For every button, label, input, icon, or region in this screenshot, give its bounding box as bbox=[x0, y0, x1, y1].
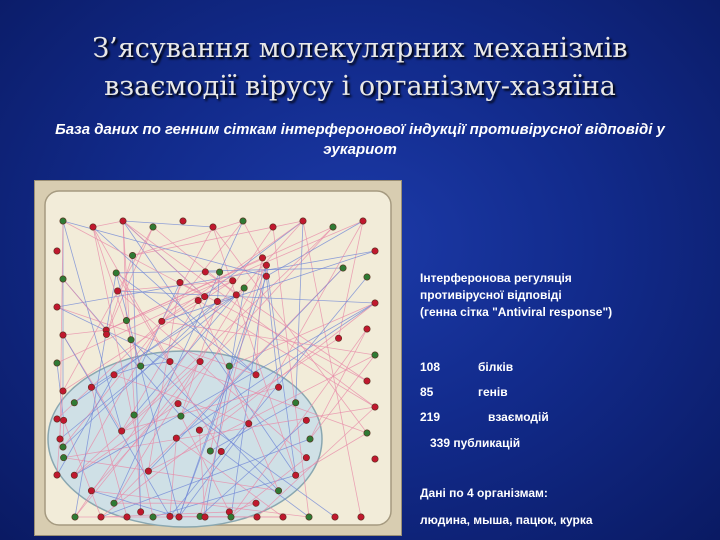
network-node bbox=[364, 430, 370, 436]
network-node bbox=[54, 472, 60, 478]
network-node bbox=[88, 488, 94, 494]
stat-genes-value: 85 bbox=[420, 385, 434, 399]
network-node bbox=[60, 332, 66, 338]
network-node bbox=[128, 337, 134, 343]
network-node bbox=[54, 304, 60, 310]
network-node bbox=[71, 400, 77, 406]
network-node bbox=[137, 363, 143, 369]
network-node bbox=[195, 297, 201, 303]
stat-genes bbox=[420, 385, 508, 399]
network-node bbox=[253, 500, 259, 506]
network-info-panel bbox=[420, 270, 690, 527]
network-node bbox=[54, 416, 60, 422]
network-node bbox=[111, 372, 117, 378]
network-node bbox=[372, 404, 378, 410]
network-node bbox=[150, 224, 156, 230]
slide-title-line2: взаємодії вірусу і організму-хазяїна bbox=[104, 71, 616, 102]
network-node bbox=[120, 218, 126, 224]
network-node bbox=[253, 372, 259, 378]
stat-proteins-label: білків bbox=[478, 360, 514, 374]
network-node bbox=[246, 420, 252, 426]
network-node bbox=[372, 300, 378, 306]
network-node bbox=[259, 255, 265, 261]
slide-title-line1: З’ясування молекулярних механізмів bbox=[92, 33, 628, 64]
organisms-list: людина, мыша, пацюк, курка bbox=[420, 513, 593, 527]
network-node bbox=[60, 417, 66, 423]
network-node bbox=[176, 514, 182, 520]
network-node bbox=[263, 262, 269, 268]
network-node bbox=[113, 270, 119, 276]
network-node bbox=[129, 252, 135, 258]
network-node bbox=[167, 513, 173, 519]
network-node bbox=[71, 472, 77, 478]
network-node bbox=[177, 279, 183, 285]
network-node bbox=[173, 435, 179, 441]
network-node bbox=[275, 488, 281, 494]
stat-interactions bbox=[420, 410, 549, 424]
stat-proteins-value: 108 bbox=[420, 360, 441, 374]
network-node bbox=[364, 326, 370, 332]
stat-genes-label: генів bbox=[478, 385, 508, 399]
stat-proteins bbox=[420, 360, 513, 374]
network-node bbox=[60, 276, 66, 282]
network-node bbox=[145, 468, 151, 474]
slide-subtitle: База даних по генним сіткам інтерферонової індукції противірусної відповіді у эукариот bbox=[55, 121, 665, 158]
stat-interactions-value: 219 bbox=[420, 410, 441, 424]
network-node bbox=[167, 358, 173, 364]
network-node bbox=[60, 218, 66, 224]
network-description bbox=[420, 270, 690, 321]
network-node bbox=[364, 274, 370, 280]
network-node bbox=[159, 318, 165, 324]
network-node bbox=[123, 317, 129, 323]
network-node bbox=[111, 500, 117, 506]
network-node bbox=[175, 400, 181, 406]
network-node bbox=[358, 514, 364, 520]
network-node bbox=[230, 278, 236, 284]
network-node bbox=[292, 400, 298, 406]
network-node bbox=[202, 269, 208, 275]
network-node bbox=[228, 514, 234, 520]
network-node bbox=[57, 436, 63, 442]
network-node bbox=[131, 412, 137, 418]
network-node bbox=[124, 514, 130, 520]
network-node bbox=[60, 388, 66, 394]
network-node bbox=[240, 218, 246, 224]
network-node bbox=[241, 285, 247, 291]
publications-count: 339 публикацій bbox=[430, 436, 521, 450]
network-node bbox=[254, 514, 260, 520]
network-node bbox=[118, 428, 124, 434]
network-node bbox=[214, 298, 220, 304]
network-node bbox=[90, 224, 96, 230]
network-node bbox=[307, 436, 313, 442]
network-node bbox=[201, 293, 207, 299]
organisms-title: Дані по 4 організмам: bbox=[420, 486, 548, 500]
network-node bbox=[137, 509, 143, 515]
network-node bbox=[280, 514, 286, 520]
network-node bbox=[54, 248, 60, 254]
interaction-edge bbox=[170, 516, 283, 517]
network-node bbox=[263, 273, 269, 279]
network-node bbox=[88, 384, 94, 390]
network-node bbox=[372, 248, 378, 254]
slide-title bbox=[0, 30, 720, 106]
network-node bbox=[372, 456, 378, 462]
network-node bbox=[360, 218, 366, 224]
network-node bbox=[218, 448, 224, 454]
stat-interactions-label: взаємодій bbox=[488, 410, 549, 424]
network-node bbox=[207, 448, 213, 454]
network-node bbox=[372, 352, 378, 358]
network-description-line3: (генна сітка "Antiviral response") bbox=[420, 305, 613, 319]
network-node bbox=[114, 288, 120, 294]
network-node bbox=[202, 514, 208, 520]
gene-network-image bbox=[34, 180, 402, 536]
network-node bbox=[292, 472, 298, 478]
network-node bbox=[303, 454, 309, 460]
network-node bbox=[233, 292, 239, 298]
network-node bbox=[180, 218, 186, 224]
network-node bbox=[216, 269, 222, 275]
network-node bbox=[330, 224, 336, 230]
network-description-line1: Інтерферонова регуляція bbox=[420, 271, 572, 285]
network-node bbox=[270, 224, 276, 230]
network-node bbox=[210, 224, 216, 230]
network-node bbox=[364, 378, 370, 384]
gene-network-diagram bbox=[35, 181, 401, 535]
network-node bbox=[303, 417, 309, 423]
network-node bbox=[196, 427, 202, 433]
network-node bbox=[98, 514, 104, 520]
network-node bbox=[332, 514, 338, 520]
network-node bbox=[60, 454, 66, 460]
network-node bbox=[300, 218, 306, 224]
network-description-line2: противірусної відповіді bbox=[420, 288, 562, 302]
network-node bbox=[226, 363, 232, 369]
network-node bbox=[72, 514, 78, 520]
network-node bbox=[54, 360, 60, 366]
network-node bbox=[150, 514, 156, 520]
network-node bbox=[178, 413, 184, 419]
network-node bbox=[340, 265, 346, 271]
network-node bbox=[275, 384, 281, 390]
network-node bbox=[197, 358, 203, 364]
network-node bbox=[103, 331, 109, 337]
network-node bbox=[335, 335, 341, 341]
network-node bbox=[306, 514, 312, 520]
network-node bbox=[60, 444, 66, 450]
